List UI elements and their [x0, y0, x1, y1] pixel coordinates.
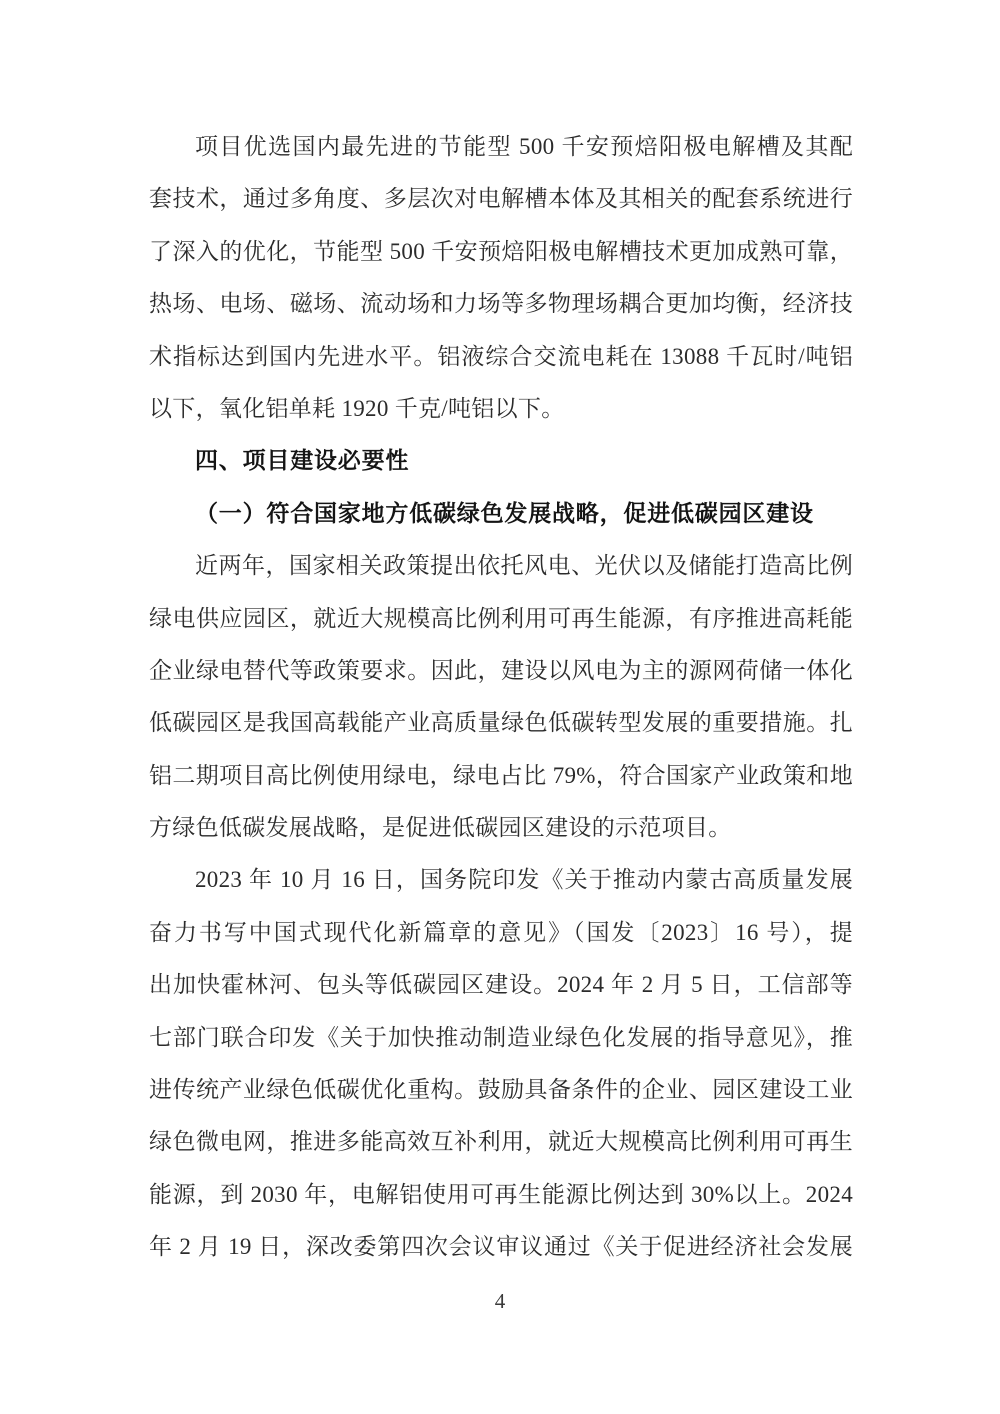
paragraph-line: 近两年，国家相关政策提出依托风电、光伏以及储能打造高比例 [195, 553, 853, 579]
document-body [149, 121, 853, 1274]
paragraph-line: 项目优选国内最先进的节能型 500 千安预焙阳极电解槽及其配 [195, 134, 853, 159]
paragraph-line: 术指标达到国内先进水平。铝液综合交流电耗在 13088 千瓦时/吨铝 [149, 343, 853, 369]
paragraph-line: 奋力书写中国式现代化新篇章的意见》（国发〔2023〕16 号），提 [149, 919, 853, 945]
paragraph-line: 铝二期项目高比例使用绿电，绿电占比 79%，符合国家产业政策和地 [149, 762, 853, 788]
paragraph-line: 出加快霍林河、包头等低碳园区建设。2024 年 2 月 5 日，工信部等 [149, 972, 853, 998]
section-heading: 四、项目建设必要性 [195, 448, 410, 474]
paragraph-line: 绿电供应园区，就近大规模高比例利用可再生能源，有序推进高耗能 [149, 605, 853, 631]
paragraph-line: 2023 年 10 月 16 日，国务院印发《关于推动内蒙古高质量发展 [195, 867, 853, 893]
paragraph-line: 企业绿电替代等政策要求。因此，建设以风电为主的源网荷储一体化 [149, 657, 853, 683]
paragraph-line: 绿色微电网，推进多能高效互补利用，就近大规模高比例利用可再生 [149, 1129, 853, 1155]
paragraph-line: 热场、电场、磁场、流动场和力场等多物理场耦合更加均衡，经济技 [149, 291, 853, 317]
paragraph-line: 能源，到 2030 年，电解铝使用可再生能源比例达到 30%以上。2024 [149, 1181, 853, 1207]
paragraph-line: 方绿色低碳发展战略，是促进低碳园区建设的示范项目。 [149, 815, 732, 841]
paragraph-line: 套技术，通过多角度、多层次对电解槽本体及其相关的配套系统进行 [149, 186, 853, 212]
paragraph-line: 以下，氧化铝单耗 1920 千克/吨铝以下。 [149, 395, 565, 421]
subsection-heading: （一）符合国家地方低碳绿色发展战略，促进低碳园区建设 [195, 500, 814, 526]
page-number: 4 [494, 1289, 506, 1313]
paragraph-line: 了深入的优化，节能型 500 千安预焙阳极电解槽技术更加成熟可靠， [149, 238, 853, 264]
paragraph-line: 七部门联合印发《关于加快推动制造业绿色化发展的指导意见》，推 [149, 1024, 853, 1050]
paragraph-line: 低碳园区是我国高载能产业高质量绿色低碳转型发展的重要措施。扎 [149, 710, 853, 736]
paragraph-line: 年 2 月 19 日，深改委第四次会议审议通过《关于促进经济社会发展 [149, 1234, 853, 1260]
paragraph-line: 进传统产业绿色低碳优化重构。鼓励具备条件的企业、园区建设工业 [149, 1077, 853, 1103]
